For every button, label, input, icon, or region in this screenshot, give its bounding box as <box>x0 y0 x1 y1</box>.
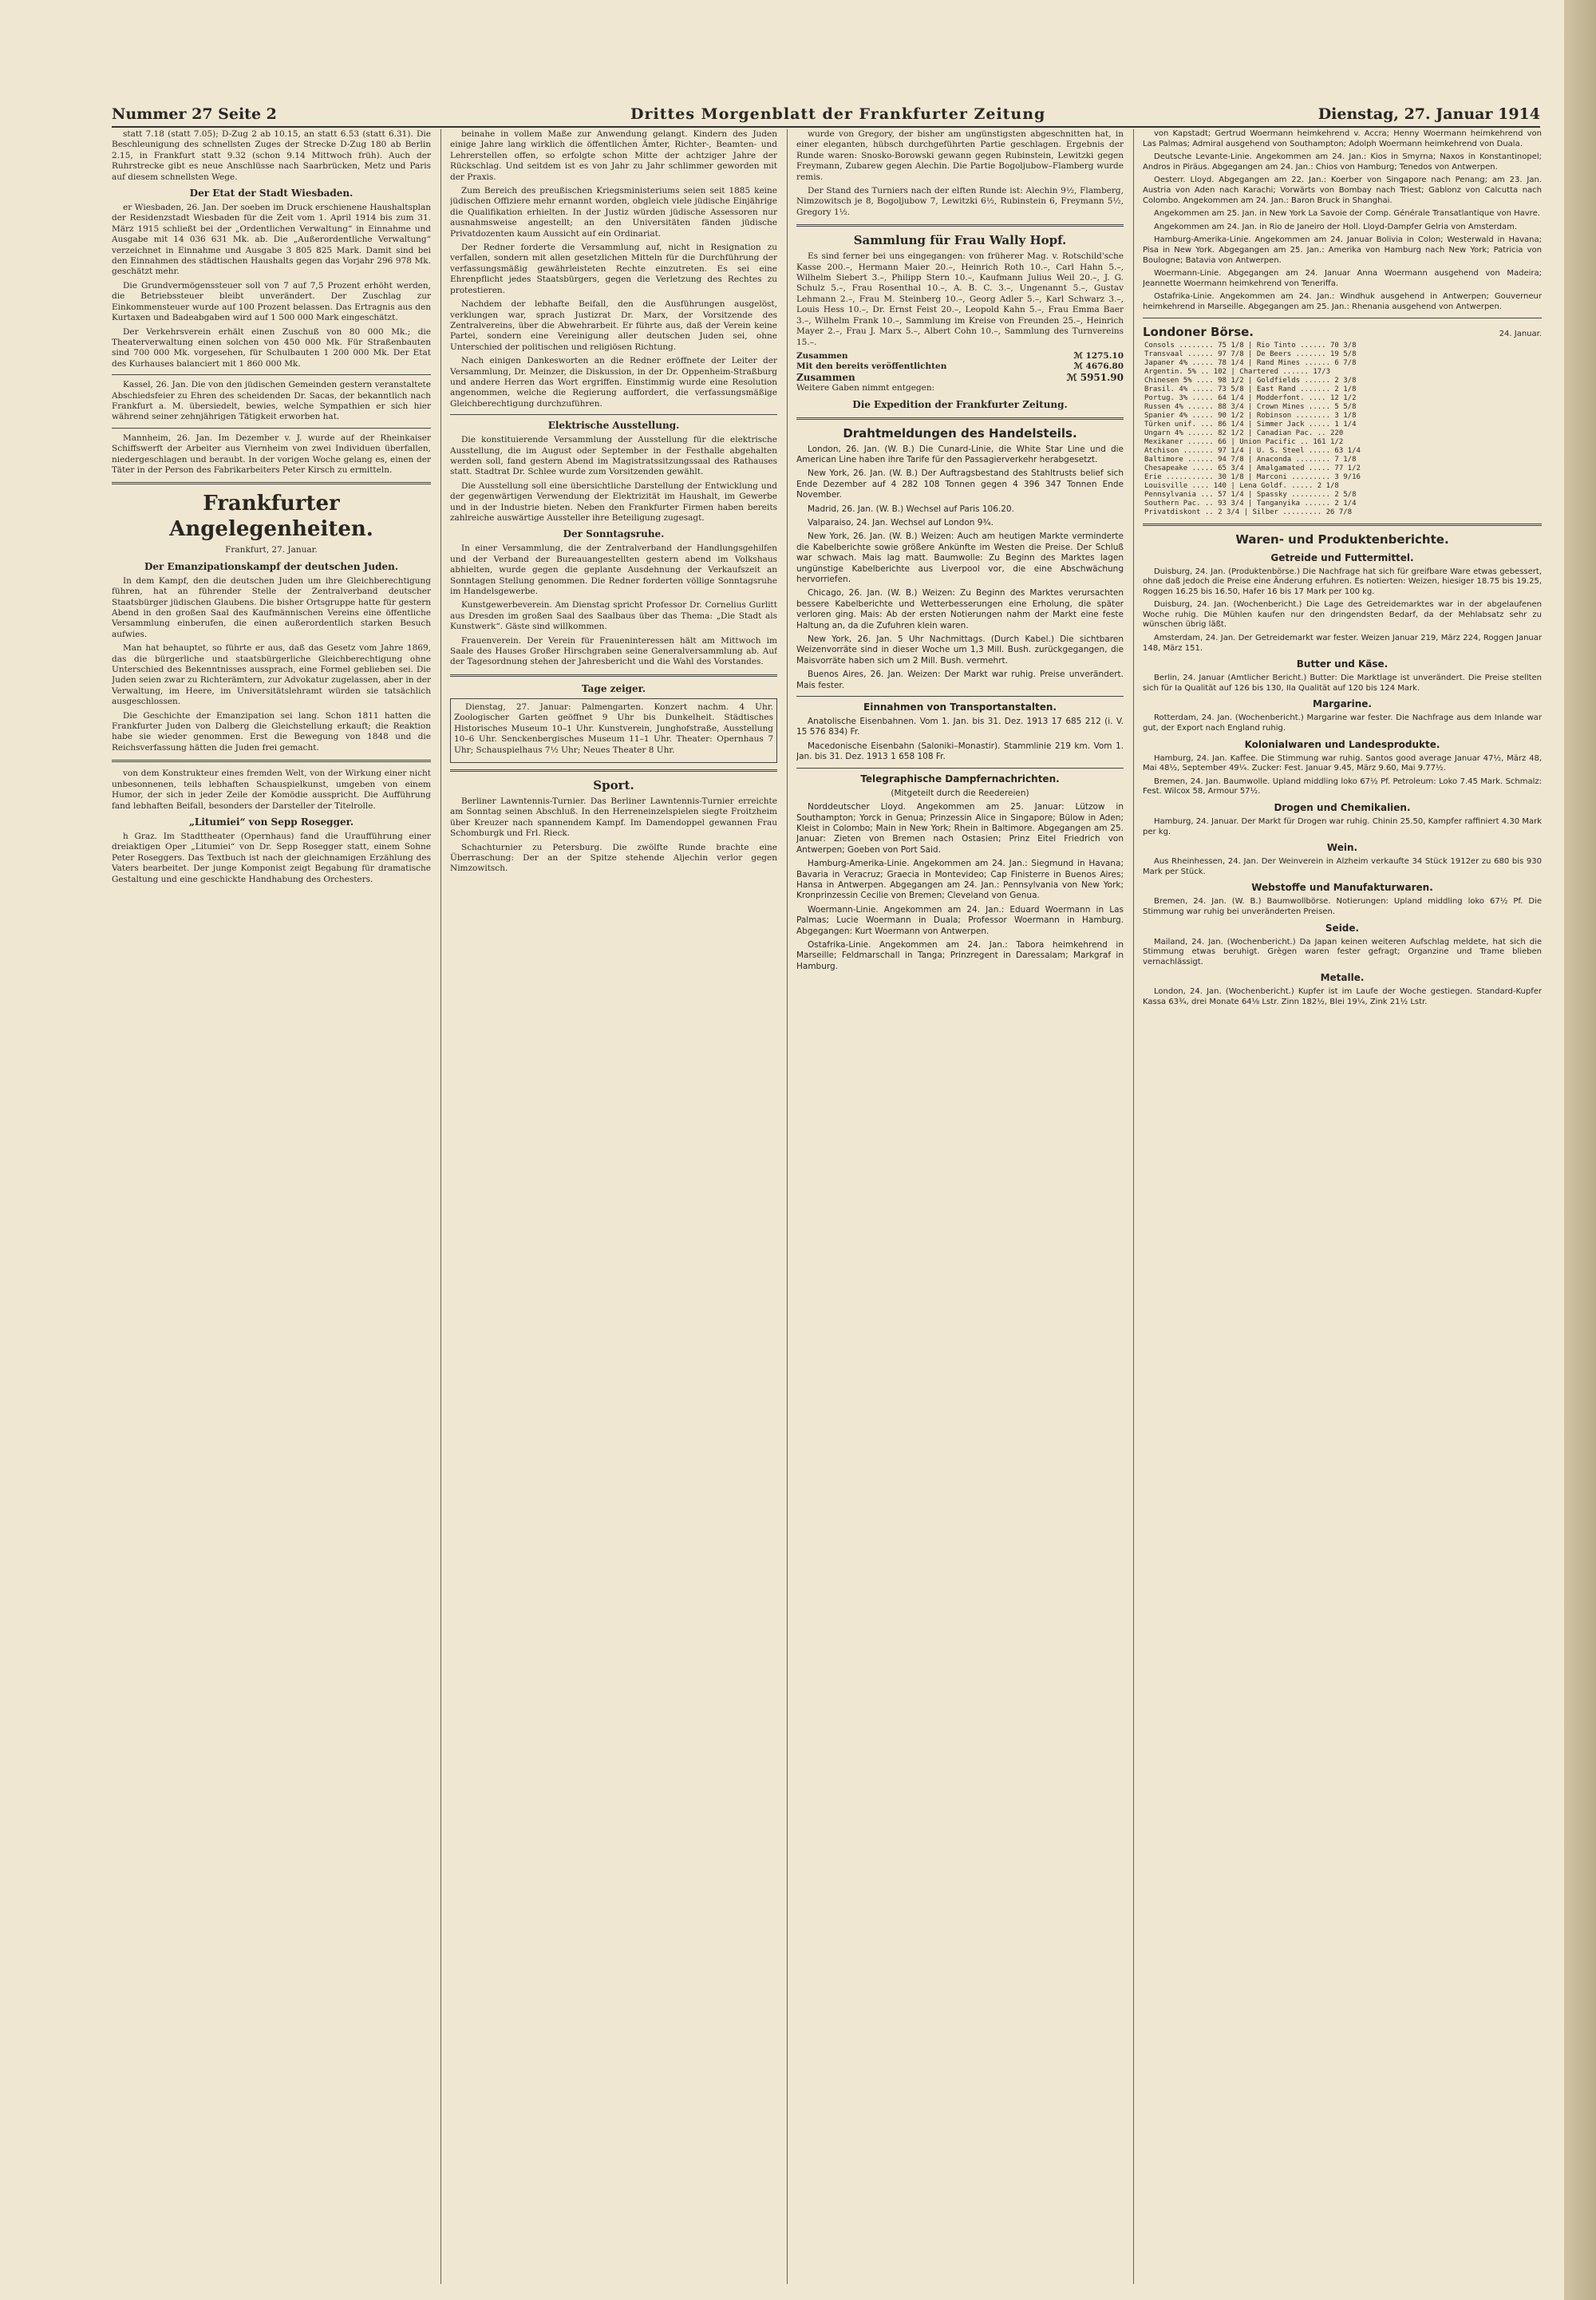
stock-cell: Southern Pac. .. 93 3/4 | Tanganyika ...... 2 1/4 <box>1144 499 1357 508</box>
stock-exchange-date: 24. Januar. <box>1499 329 1542 338</box>
stock-row <box>1143 394 1542 403</box>
section-title: Frankfurter Angelegenheiten. <box>169 492 373 542</box>
text-paragraph: Angekommen am 24. Jan. in Rio de Janeiro der Holl. Lloyd-Dampfer Gelria von Amsterdam. <box>1154 222 1518 231</box>
expedition-note: Die Expedition der Frankfurter Zeitung. <box>852 398 1068 410</box>
divider <box>796 224 1124 227</box>
total-label: Zusammen <box>796 350 848 361</box>
text-paragraph: Kunstgewerbeverein. Am Dienstag spricht Professor Dr. Cornelius Gurlitt aus Dresden im großen Saal des Saalbaus über das Thema: „Die Stadt als Kunstwerk“. Gäste sind willkommen. <box>450 600 777 632</box>
article-heading: Wein. <box>1326 842 1358 854</box>
text-paragraph: Amsterdam, 24. Jan. Der Getreidemarkt war fester. Weizen Januar 219, März 224, Roggen Januar 148, März 151. <box>1143 634 1542 653</box>
text-paragraph: Angekommen am 25. Jan. in New York La Savoie der Comp. Générale Transatlantique von Havre. <box>1154 209 1540 219</box>
text-paragraph: Duisburg, 24. Jan. (Produktenbörse.) Die Nachfrage hat sich für greifbare Ware etwas gebessert, ohne daß jedoch die Preise eine Änderung erfuhren. Es notierten: Weizen, hiesiger 18.75 bis 19.25, Roggen 16.25 bis 16.50, Hafer 16 bis 17 Mark per 100 kg. <box>1143 567 1542 596</box>
text-paragraph: Der Stand des Turniers nach der elften Runde ist: Alechin 9½, Flamberg, Nimzowitsch je 8, Bogoljubow 7, Lewitzki 6½, Rubinstein 6, Freymann 5½, Gregory 1½. <box>796 186 1124 217</box>
divider <box>796 417 1124 420</box>
column-2 <box>450 129 777 2284</box>
text-paragraph: Der Verkehrsverein erhält einen Zuschuß von 80 000 Mk.; die Theaterverwaltung einen solchen von 450 000 Mk. Für Straßenbauten sind 700 000 Mk. vorgesehen, für Schulbauten 1 200 000 Mk. Der Etat des Kurhauses balanciert mit 1 860 000 Mk. <box>112 326 431 369</box>
stock-cell: Baltimore ...... 94 7/8 | Anaconda ........ 7 1/8 <box>1144 455 1357 464</box>
total-label: Mit den bereits veröffentlichten <box>796 362 947 372</box>
stock-cell: Russen 4% ...... 88 3/4 | Crown Mines ..... 5 5/8 <box>1144 402 1357 411</box>
text-paragraph: London, 24. Jan. (Wochenbericht.) Kupfer ist im Laufe der Woche gestiegen. Standard-Kupfer Kassa 63¾, drei Monate 64⅛ Lstr. Zinn 182½, Blei 19¼, Zink 21½ Lstr. <box>1143 987 1542 1006</box>
stock-exchange-header <box>1143 323 1542 342</box>
stock-cell: Louisville .... 140 | Lena Goldf. ..... 2 1/8 <box>1144 481 1339 490</box>
stock-cell: Portug. 3% ..... 64 1/4 | Modderfont. .... 12 1/2 <box>1144 393 1357 402</box>
column-rule <box>440 129 441 2284</box>
divider <box>112 482 431 484</box>
article-heading: Metalle. <box>1320 972 1365 984</box>
text-paragraph: New York, 26. Jan. (W. B.) Weizen: Auch am heutigen Markte verminderte die Kabelberichte sowie größere Ankünfte im Westen die Preise. Der Schluß war schwach. Mais lag matt. Baumwolle: Zu Beginn des Marktes lagen ungünstige Kabelberichte aus Liverpool vor, die eine Abschwächung hervorriefen. <box>796 532 1124 584</box>
stock-row <box>1143 447 1542 456</box>
stock-exchange-title: Londoner Börse. <box>1143 324 1254 339</box>
text-paragraph: Der Redner forderte die Versammlung auf, nicht in Resignation zu verfallen, sondern mit allen gesetzlichen Mitteln für die Durchführung der verfassungsmäßig gewährleisteten Rechte einzutreten. Es sei eine Ehrenpflicht jedes Staatsbürgers, gegen die Verletzung des Rechtes zu protestieren. <box>450 243 777 295</box>
text-paragraph: Ostafrika-Linie. Angekommen am 24. Jan.: Windhuk ausgehend in Antwerpen; Gouverneur heimkehrend in Marseille. Abgegangen am 25. Jan.: Rhenania ausgehend von Antwerpen. <box>1143 292 1542 311</box>
text-paragraph: Duisburg, 24. Jan. (Wochenbericht.) Die Lage des Getreidemarktes war in der abgelaufenen Woche ruhig. Die Mühlen kaufen nur den dringendsten Bedarf, da der Mehlabsatz sehr zu wünschen übrig läßt. <box>1143 600 1542 630</box>
text-paragraph: beinahe in vollem Maße zur Anwendung gelangt. Kindern des Juden einige Jahre lang wirklich die öffentlichen Ämter, Richter-, Beamten- und Lehrerstellen offen, so erfolgte schon Mitte der achtziger Jahre der Rückschlag. Und seitdem ist es von Jahr zu Jahr schlimmer geworden mit der Praxis. <box>450 129 777 182</box>
article-subheading: (Mitgeteilt durch die Reedereien) <box>891 788 1029 798</box>
total-row <box>796 351 1124 362</box>
total-row <box>796 362 1124 372</box>
column-rule <box>1133 129 1134 2284</box>
total-row <box>796 373 1124 383</box>
text-paragraph: Bremen, 24. Jan. (W. B.) Baumwollbörse. Notierungen: Upland middling loko 67½ Pf. Die Stimmung war ruhig bei unveränderten Preisen. <box>1143 897 1542 916</box>
stock-cell: Spanier 4% ..... 90 1/2 | Robinson ........ 3 1/8 <box>1144 411 1357 420</box>
total-label: Zusammen <box>796 371 855 383</box>
stock-row <box>1143 368 1542 377</box>
divider <box>450 414 777 415</box>
stock-row <box>1143 385 1542 394</box>
calendar-box <box>450 698 777 763</box>
stock-cell: Ungarn 4% ...... 82 1/2 | Canadian Pac. .. 220 <box>1144 429 1344 437</box>
text-paragraph: Hamburg, 24. Januar. Der Markt für Drogen war ruhig. Chinin 25.50, Kampfer raffiniert 4.30 Mark per kg. <box>1143 817 1542 836</box>
stock-row <box>1143 359 1542 368</box>
article-heading: Webstoffe und Manufakturwaren. <box>1251 882 1433 894</box>
text-paragraph: Woermann-Linie. Abgegangen am 24. Januar Anna Woermann ausgehend von Madeira; Jeannette Woermann heimkehrend von Teneriffa. <box>1143 269 1542 288</box>
text-paragraph: von Kapstadt; Gertrud Woermann heimkehrend v. Accra; Henny Woermann heimkehrend von Las Palmas; Admiral ausgehend von Southampton; Adolph Woermann heimkehrend von Duala. <box>1143 129 1542 148</box>
total-value: ℳ 4676.80 <box>1073 362 1124 372</box>
text-paragraph: Aus Rheinhessen, 24. Jan. Der Weinverein in Alzheim verkaufte 34 Stück 1912er zu 680 bis 930 Mark per Stück. <box>1143 857 1542 876</box>
section-title: Sport. <box>593 777 634 792</box>
section-title: Waren- und Produktenberichte. <box>1235 532 1449 547</box>
text-paragraph: Norddeutscher Lloyd. Angekommen am 25. Januar: Lützow in Southampton; Yorck in Genua; Prinzessin Alice in Singapore; Bülow in Aden; Kleist in Colombo; Main in New York; Rhein in Baltimore. Abgegangen am 25. Januar: Zieten von Bremen nach Ostasien; Prinz Eitel Friedrich von Antwerpen; Goeben von Port Said. <box>796 802 1124 855</box>
stock-row <box>1143 464 1542 473</box>
calendar-heading: Tage zeiger. <box>581 682 646 694</box>
divider <box>450 769 777 772</box>
text-paragraph: wurde von Gregory, der bisher am ungünstigsten abgeschnitten hat, in einer eleganten, hübsch durchgeführten Partie geschlagen. Ergebnis der Runde waren: Snosko-Borowski gewann gegen Rubinstein, Lewitzki gegen Freymann, Zubarew gegen Alechin. Die Partie Bogoljubow–Flamberg wurde remis. <box>796 129 1124 182</box>
divider <box>112 428 431 429</box>
text-paragraph: New York, 26. Jan. 5 Uhr Nachmittags. (Durch Kabel.) Die sichtbaren Weizenvorräte sind in dieser Woche um 1,3 Mill. Bush. zurückgegangen, die Maisvorräte haben sich um 2 Mill. Bush. vermehrt. <box>796 634 1124 666</box>
text-paragraph: Hamburg-Amerika-Linie. Angekommen am 24. Januar Bolivia in Colon; Westerwald in Havana; Pisa in New York. Abgegangen am 25. Jan.: Amerika von Hamburg nach New York; Patricia von Boulogne; Batavia von Antwerpen. <box>1143 235 1542 265</box>
text-paragraph: Chicago, 26. Jan. (W. B.) Weizen: Zu Beginn des Marktes verursachten bessere Kabelberichte und Wetterbesserungen eine Erholung, die später verloren ging. Mais: Ab der ersten Notierungen nahm der Markt eine feste Haltung an, da die Zufuhren klein waren. <box>796 588 1124 630</box>
stock-row <box>1143 412 1542 421</box>
stock-row <box>1143 350 1542 359</box>
calendar-text: Dienstag, 27. Januar: Palmengarten. Konzert nachm. 4 Uhr. Zoologischer Garten geöffnet 9 Uhr bis Dunkelheit. Städtisches Historisches Museum 10–1 Uhr. Kunstverein, Junghofstraße, Ausstellung 10–6 Uhr. Senckenbergisches Museum 11–1 Uhr. Theater: Opernhaus 7 Uhr; Schauspielhaus 7½ Uhr; Neues Theater 8 Uhr. <box>454 701 773 755</box>
column-rule <box>787 129 788 2284</box>
section-title: Drahtmeldungen des Handelsteils. <box>843 425 1077 441</box>
stock-row <box>1143 508 1542 517</box>
text-paragraph: Schachturnier zu Petersburg. Die zwölfte Runde brachte eine Überraschung: Der an der Spitze stehende Aljechin verlor gegen Nimzowitsch. <box>450 842 777 874</box>
divider <box>1143 524 1542 526</box>
dateline: Frankfurt, 27. Januar. <box>225 545 318 555</box>
text-paragraph: Berlin, 24. Januar (Amtlicher Bericht.) Butter: Die Marktlage ist unverändert. Die Preise stellten sich für Ia Qualität auf 126 bis 130, IIa Qualität auf 120 bis 124 Mark. <box>1143 674 1542 693</box>
divider <box>796 696 1124 697</box>
article-heading: Telegraphische Dampfernachrichten. <box>860 773 1060 784</box>
divider <box>112 760 431 762</box>
stock-cell: Japaner 4% ..... 78 1/4 | Rand Mines ...... 6 7/8 <box>1144 358 1357 367</box>
text-paragraph: Hamburg-Amerika-Linie. Angekommen am 24. Jan.: Siegmund in Havana; Bavaria in Veracruz; Graecia in Montevideo; Cap Finisterre in Buenos Aires; Hansa in Antwerpen. Abgegangen am 24. Jan.: Pennsylvania von New York; Kronprinzessin Cecilie von Bremen; Cleveland von Genua. <box>796 859 1124 901</box>
stock-row <box>1143 421 1542 429</box>
total-value: ℳ 1275.10 <box>1073 350 1124 361</box>
stock-cell: Chesapeake ..... 65 3/4 | Amalgamated ..... 77 1/2 <box>1144 464 1361 472</box>
stock-row <box>1143 473 1542 482</box>
stock-cell: Mexikaner ...... 66 | Union Pacific .. 161 1/2 <box>1144 437 1344 446</box>
text-paragraph: Die Ausstellung soll eine übersichtliche Darstellung der Entwicklung und der gegenwärtigen Verwendung der Elektrizität im Haushalt, im Gewerbe und in der Industrie bieten. Neben den Frankfurter Firmen haben bereits zahlreiche auswärtige Aussteller ihre Beteiligung zugesagt. <box>450 480 777 523</box>
text-paragraph: statt 7.18 (statt 7.05); D-Zug 2 ab 10.15, an statt 6.53 (statt 6.31). Die Beschleunigung des schnellsten Zuges der Strecke D-Zug 180 ab Berlin 2.15, in Frankfurt statt 9.32 (schon 9.14 Mittwoch früh). Auch der Ruhrstrecke gibt es neue Anschlüsse nach Saarbrücken, Metz und Paris auf diesem schnellsten Wege. <box>112 129 431 182</box>
article-heading: Butter und Käse. <box>1296 658 1389 670</box>
column-4 <box>1143 129 1542 2284</box>
text-paragraph: Nach einigen Dankesworten an die Redner eröffnete der Leiter der Versammlung, Dr. Meinzer, die Diskussion, in der Dr. Oppenheim-Straßburg und andere Herren das Wort ergriffen. Einstimmig wurde eine Resolution angenommen, welche die Regierung auffordert, die verfassungsmäßige Gleichberechtigung durchzuführen. <box>450 356 777 409</box>
text-paragraph: In dem Kampf, den die deutschen Juden um ihre Gleichberechtigung führen, hat an führender Stelle der Zentralverband deutscher Staatsbürger jüdischen Glaubens. Die bisher Ortsgruppe hatte für gestern Abend in den großen Saal des Kaufmännischen Vereins eine öffentliche Versammlung einberufen, die einen außerordentlich starken Besuch aufwies. <box>112 575 431 639</box>
text-paragraph: Buenos Aires, 26. Jan. Weizen: Der Markt war ruhig. Preise unverändert. Mais fester. <box>796 670 1124 690</box>
stock-cell: Pennsylvania ... 57 1/4 | Spassky ......... 2 5/8 <box>1144 490 1357 499</box>
stock-row <box>1143 491 1542 500</box>
article-heading: Der Emanzipationskampf der deutschen Juden. <box>144 560 398 572</box>
divider <box>112 374 431 375</box>
masthead-title: Drittes Morgenblatt der Frankfurter Zeitung <box>630 105 1046 123</box>
text-paragraph: Nachdem der lebhafte Beifall, den die Ausführungen ausgelöst, verklungen war, sprach Justizrat Dr. Marx, der Vorsitzende des Zentralvereins, über die Abwehrarbeit. Er führte aus, daß der Verein keine Partei, sondern eine Vereinigung aller deutschen Juden sei, ohne Unterschied der politischen und religiösen Richtung. <box>450 299 777 352</box>
text-paragraph: Zum Bereich des preußischen Kriegsministeriums seien seit 1885 keine jüdischen Offiziere mehr ernannt worden, obgleich viele jüdische Einjährige die Qualifikation erhielten. In der Justiz würden jüdische Assessoren nur ausnahmsweise angestellt; an den Universitäten fänden jüdische Privatdozenten kaum Aussicht auf ein Ordinariat. <box>450 186 777 239</box>
stock-table <box>1143 342 1542 517</box>
stock-cell: Transvaal ...... 97 7/8 | De Beers ....... 19 5/8 <box>1144 350 1357 358</box>
stock-row <box>1143 429 1542 438</box>
text-paragraph: Mailand, 24. Jan. (Wochenbericht.) Da Japan keinen weiteren Aufschlag meldete, hat sich die Stimmung etwas beruhigt. Grègen waren fester gefragt; Organzine und Trame blieben vernachlässigt. <box>1143 937 1542 966</box>
text-paragraph: Valparaiso, 24. Jan. Wechsel auf London 9¾. <box>808 517 994 528</box>
text-paragraph: In einer Versammlung, die der Zentralverband der Handlungsgehilfen und der Verband der Bureauangestellten gestern abend im Volkshaus abhielten, wurde gegen die geplante Ausdehnung der Verkaufszeit an Sonntagen Stellung genommen. Die Redner forderten völlige Sonntagsruhe im Handelsgewerbe. <box>450 543 777 597</box>
article-heading: Elektrische Ausstellung. <box>547 420 680 432</box>
text-paragraph: Woermann-Linie. Angekommen am 24. Jan.: Eduard Woermann in Las Palmas; Lucie Woermann in Duala; Professor Woermann in Hamburg. Abgegangen: Kurt Woermann von Antwerpen. <box>796 904 1124 936</box>
stock-row <box>1143 500 1542 508</box>
column-3 <box>796 129 1124 2284</box>
divider <box>796 768 1124 769</box>
text-paragraph: Rotterdam, 24. Jan. (Wochenbericht.) Margarine war fester. Die Nachfrage aus dem Inlande war gut, der Export nach England ruhig. <box>1143 713 1542 733</box>
stock-cell: Erie ........... 30 1/8 | Marconi ......... 3 9/16 <box>1144 472 1361 481</box>
section-title: Sammlung für Frau Wally Hopf. <box>853 233 1067 248</box>
divider <box>450 674 777 677</box>
stock-cell: Privatdiskont .. 2 3/4 | Silber ......... 26 7/8 <box>1144 508 1353 516</box>
article-heading: Getreide und Futtermittel. <box>1270 551 1414 563</box>
text-paragraph: Deutsche Levante-Linie. Angekommen am 24. Jan.: Kios in Smyrna; Naxos in Konstantinopel; Andros in Piräus. Abgegangen am 24. Jan.: Chios von Hamburg; Tenedos von Antwerpen. <box>1143 152 1542 172</box>
text-paragraph: Mannheim, 26. Jan. Im Dezember v. J. wurde auf der Rheinkaiser Schiffswerft der Arbeiter aus Viernheim von zwei Individuen überfallen, niedergeschlagen und beraubt. In der vorigen Woche gelang es, einen der Täter in der Person des Fabrikarbeiters Peter Kirsch zu ermitteln. <box>112 433 431 475</box>
text-paragraph: Hamburg, 24. Jan. Kaffee. Die Stimmung war ruhig. Santos good average Januar 47½, März 48, Mai 48½, September 49¼. Zucker: Fest. Januar 9.45, März 9.60, Mai 9.77½. <box>1143 753 1542 773</box>
stock-cell: Chinesen 5% .... 98 1/2 | Goldfields ...... 2 3/8 <box>1144 376 1357 385</box>
text-paragraph: Kassel, 26. Jan. Die von den jüdischen Gemeinden gestern veranstaltete Abschiedsfeier zu Ehren des scheidenden Dr. Sacas, der bekanntlich nach Frankfurt a. M. übersiedelt, bewies, welche Sympathien er sich hier während seiner zehnjährigen Tätigkeit erworben hat. <box>112 380 431 422</box>
text-paragraph: Es sind ferner bei uns eingegangen: von früherer Mag. v. Rotschild'sche Kasse 200.–, Hermann Maier 20.–, Heinrich Roth 10.–, Carl Hahn 5.–, Wilhelm Siebert 3.–, Philipp Stern 10.–, Kaufmann Julius Weil 20.–, J. G. Schulz 5.–, Frau Rosenthal 10.–, A. B. C. 3.–, Ungenannt 5.–, Gustav Lehmann 2.–, Frau M. Steinberg 10.–, Georg Adler 5.–, Karl Schwarz 3.–, Louis Hess 10.–, Dr. Ernst Feist 20.–, Leopold Kahn 5.–, Frau Emma Baer 3.–, Wilhelm Frank 10.–, Sammlung im Kreise von Freunden 25.–, Heinrich Mayer 2.–, Frau J. Marx 5.–, Albert Cohn 10.–, Sammlung des Turnvereins 15.–. <box>796 251 1124 347</box>
text-paragraph: h Graz. Im Stadttheater (Opernhaus) fand die Uraufführung einer dreiaktigen Oper „Litumiei“ von Dr. Sepp Rosegger statt, einem Sohne Peter Roseggers. Das Textbuch ist nach der gleichnamigen Erzählung des Vaters bearbeitet. Der junge Komponist zeigt Begabung für dramatische Gestaltung und eine geschickte Handhabung des Orchesters. <box>112 831 431 884</box>
article-heading: Seide. <box>1325 922 1360 934</box>
text-paragraph: London, 26. Jan. (W. B.) Die Cunard-Linie, die White Star Line und die American Line haben ihre Tarife für den Passagierverkehr herabgesetzt. <box>796 444 1124 464</box>
section-heading: Der Etat der Stadt Wiesbaden. <box>189 188 354 200</box>
text-paragraph: New York, 26. Jan. (W. B.) Der Auftragsbestand des Stahltrusts belief sich Ende Dezember auf 4 282 108 Tonnen gegen 4 396 347 Tonnen Ende November. <box>796 468 1124 500</box>
text-paragraph: Berliner Lawntennis-Turnier. Das Berliner Lawntennis-Turnier erreichte am Sonntag seinen Abschluß. In den Herreneinzelspielen siegte Froitzheim über Kreuzer nach spannendem Kampf. Im Damendoppel gewannen Frau Schomburgk und Frl. Rieck. <box>450 796 777 839</box>
article-heading: „Litumiei“ von Sepp Rosegger. <box>188 816 354 828</box>
page-binding-edge <box>1564 0 1596 2300</box>
article-heading: Drogen und Chemikalien. <box>1274 802 1411 813</box>
stock-row <box>1143 377 1542 385</box>
total-value: ℳ 5951.90 <box>1066 371 1124 383</box>
page-header <box>112 105 1540 128</box>
text-paragraph: Man hat behauptet, so führte er aus, daß das Gesetz vom Jahre 1869, das die bürgerliche und staatsbürgerliche Gleichberechtigung ohne Unterschied des Bekenntnisses aussprach, eine Formel geblieben sei. Die Juden seien zwar zu Richterämtern, zur Advokatur zugelassen, aber in der Verwaltung, im Heere, im Universitätslehramt würden sie tatsächlich ausgeschlossen. <box>112 643 431 707</box>
article-heading: Der Sonntagsruhe. <box>563 528 665 540</box>
article-heading: Einnahmen von Transportanstalten. <box>863 701 1057 713</box>
stock-cell: Consols ........ 75 1/8 | Rio Tinto ...... 70 3/8 <box>1144 341 1357 350</box>
text-paragraph: von dem Konstrukteur eines fremden Welt, von der Wirkung einer nicht unbesonnenen, teils lebhaften Schauspielkunst, umgeben von einem Humor, der sich in jeder Zeile der Komödie ausspricht. Die Aufführung fand lebhaften Beifall, besonders der Darsteller der Titelrolle. <box>112 769 431 811</box>
text-paragraph: er Wiesbaden, 26. Jan. Der soeben im Druck erschienene Haushaltsplan der Residenzstadt Wiesbaden für die Zeit vom 1. April 1914 bis zum 31. März 1915 schließt bei der „Ordentlichen Verwaltung“ in Einnahme und Ausgabe mit 14 036 631 Mk. ab. Die „Außerordentliche Verwaltung“ verzeichnet in Einnahme und Ausgabe 3 805 825 Mark. Damit sind bei den Einnahmen des städtischen Haushalts gegen das Vorjahr 296 978 Mk. geschätzt mehr. <box>112 203 431 277</box>
stock-row <box>1143 456 1542 464</box>
text-paragraph: Madrid, 26. Jan. (W. B.) Wechsel auf Paris 106.20. <box>808 504 1014 514</box>
text-paragraph: Frauenverein. Der Verein für Fraueninteressen hält am Mittwoch im Saale des Hauses Großer Hirschgraben seine Generalversammlung ab. Auf der Tagesordnung stehen der Jahresbericht und die Wahl des Vorstandes. <box>450 635 777 667</box>
issue-date: Dienstag, 27. Januar 1914 <box>1317 105 1540 123</box>
more-donations-note: Weitere Gaben nimmt entgegen: <box>796 383 935 393</box>
stock-row <box>1143 438 1542 447</box>
text-paragraph: Oesterr. Lloyd. Abgegangen am 22. Jan.: Koerber von Singapore nach Penang; am 23. Jan. Austria von Aden nach Karachi; Vorwärts von Bombay nach Triest; Gablonz von Calcutta nach Colombo. Angekommen am 24. Jan.: Baron Bruck in Shanghai. <box>1143 176 1542 205</box>
stock-row <box>1143 403 1542 412</box>
stock-row <box>1143 482 1542 491</box>
text-paragraph: Die konstituierende Versammlung der Ausstellung für die elektrische Ausstellung, die im August oder September in der Festhalle abgehalten werden soll, fand gestern Abend im Magistratssitzungssaal des Rathauses statt. Stadtrat Dr. Schlee wurde zum Vorsitzenden gewählt. <box>450 435 777 477</box>
text-paragraph: Die Grundvermögenssteuer soll von 7 auf 7,5 Prozent erhöht werden, die Betriebssteuer bleibt unverändert. Der Zuschlag zur Einkommensteuer wurde auf 100 Prozent belassen. Das Ertragnis aus den Kurtaxen und Badeabgaben wird auf 1 500 000 Mark eingeschätzt. <box>112 280 431 323</box>
text-paragraph: Bremen, 24. Jan. Baumwolle. Upland middling loko 67½ Pf. Petroleum: Loko 7.45 Mark. Schmalz: Fest. Wilcox 58, Armour 57½. <box>1143 777 1542 796</box>
article-heading: Margarine. <box>1313 698 1372 710</box>
text-paragraph: Macedonische Eisenbahn (Saloniki–Monastir). Stammlinie 219 km. Vom 1. Jan. bis 31. Dez. 1913 1 658 108 Fr. <box>796 741 1124 762</box>
stock-cell: Türken unif. ... 86 1/4 | Simmer Jack ..... 1 1/4 <box>1144 420 1357 429</box>
text-paragraph: Ostafrika-Linie. Angekommen am 24. Jan.: Tabora heimkehrend in Marseille; Feldmarschall in Tanga; Prinzregent in Daressalam; Markgraf in Hamburg. <box>796 939 1124 971</box>
column-1 <box>112 129 431 2284</box>
text-paragraph: Anatolische Eisenbahnen. Vom 1. Jan. bis 31. Dez. 1913 17 685 212 (i. V. 15 576 834) Fr. <box>796 717 1124 737</box>
stock-cell: Brasil. 4% ..... 73 5/8 | East Rand ....... 2 1/8 <box>1144 385 1357 393</box>
stock-cell: Atchison ....... 97 1/4 | U. S. Steel ..... 63 1/4 <box>1144 446 1361 455</box>
stock-row <box>1143 342 1542 350</box>
stock-cell: Argentin. 5% .. 102 | Chartered ...... 17/3 <box>1144 367 1330 376</box>
text-paragraph: Die Geschichte der Emanzipation sei lang. Schon 1811 hatten die Frankfurter Juden von Dalberg die Gleichstellung erkauft; die Reaktion habe sie wieder genommen. Erst die Bewegung von 1848 und die Reichsverfassung hätten die Juden frei gemacht. <box>112 710 431 753</box>
page-number: Nummer 27 Seite 2 <box>112 105 277 123</box>
article-heading: Kolonialwaren und Landesprodukte. <box>1244 738 1440 750</box>
